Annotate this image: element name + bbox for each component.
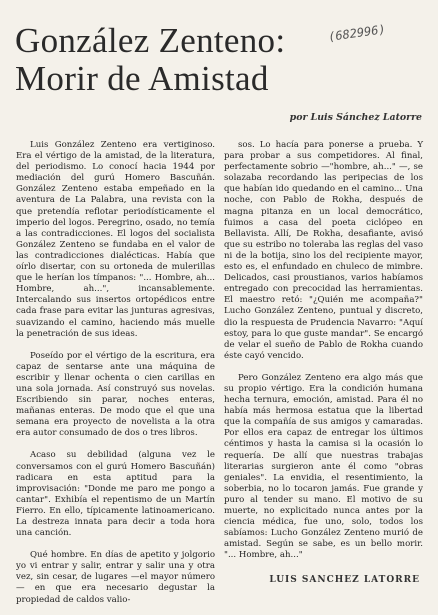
handwritten-catalog-number: (682996)	[327, 22, 387, 44]
title-line-1: González Zenteno:	[15, 21, 286, 60]
paragraph: Qué hombre. En días de apetito y jolgorio yo vi entrar y salir, entrar y salir una y otra vez, sin cesar, de lugares —el mayor número— en que era necesario degustar la propiedad de caldos valio-	[16, 550, 215, 605]
article-title	[15, 22, 285, 98]
paragraph: Acaso su debilidad (alguna vez le conversamos con el gurú Homero Bascuñán) radicara en esta aptitud para la improvisación: "Donde me paro me pongo a cantar". Exhibía el repentismo de un Martín Fierro. En ello, típicamente latinoamericano. La destreza innata para decir a toda hora una canción.	[16, 450, 215, 539]
paragraph: Luis González Zenteno era vertiginoso. Era el vértigo de la amistad, de la literatura, del periodismo. Lo conocí hacia 1944 por mediación del gurú Homero Bascuñán. González Zenteno estaba empeñado en la aventura de La Palabra, una revista con la que pretendía reflotar periodísticamente el imperio del logos. Peregrino, osado, no temía a las contradicciones. El logos del socialista González Zenteno se fundaba en el valor de las contradicciones dialécticas. Había que oírlo disertar, con su ortoneda de mulerillas que le herían los tímpanos: "... Hombre, ah... Hombre, ah...", incansablemente. Intercalando sus insertos ortopédicos entre cada frase para evitar las junturas agresivas, suavizando el camino, haciendo más muelle la penetración de sus ideas.	[16, 140, 215, 339]
right-column	[224, 140, 423, 572]
left-column	[16, 140, 215, 615]
author-signature: LUIS SANCHEZ LATORRE	[269, 575, 420, 585]
paragraph: Poseído por el vértigo de la escritura, era capaz de sentarse ante una máquina de escribir y llenar ochenta o cien carillas en una sola jornada. Así construyó sus novelas. Escribiendo sin parar, noches enteras, mañanas enteras. De modo que el que una semana era proyecto de novelista a la otra era autor consumado de dos o tres libros.	[16, 350, 215, 439]
byline: por Luis Sánchez Latorre	[289, 112, 422, 123]
title-line-2: Morir de Amistad	[15, 59, 269, 98]
paragraph: sos. Lo hacía para ponerse a prueba. Y para probar a sus competidores. Al final, perfectamente sobrio —"hombre, ah..." —, se solazaba recordando las peripecias de los que habían ido quedando en el camino... Una noche, con Pablo de Rokha, después de magna pitanza en un local democrático, fuimos a casa del poeta ciclópeo en Bellavista. Allí, De Rokha, desafiante, avisó que su estribo no toleraba las reglas del vaso ni de la botija, sino los del recipiente mayor, esto es, el enfundado en chuleco de mimbre. Delicados, casi proustianos, varios habíamos entregado con precocidad las herramientas. El maestro retó: "¿Quién me acompaña?" Lucho González Zenteno, puntual y discreto, dio la respuesta de Prudencia Navarro: "Aquí estoy, para lo que guste mandar". Se encargó de velar el sueño de Pablo de Rokha cuando éste cayó vencido.	[224, 140, 423, 361]
paragraph: Pero González Zenteno era algo más que su propio vértigo. Era la condición humana hecha ternura, emoción, amistad. Para él no había más hermosa estatua que la libertad que la compañía de sus amigos y camaradas. Por ellos era capaz de entregar los últimos céntimos y hasta la camisa si la ocasión lo requería. De allí que nuestras trabajas literarias surgieron ante él como "obras geniales". La envidia, el resentimiento, la soberbia, no lo tocaron jamás. Fue grande y puro al tender su mano. El motivo de su muerte, no explicitado nunca antes por la ciencia médica, fue uno, solo, todos los sabíamos: Lucho González Zenteno murió de amistad. Según se sabe, es un bello morir. "... Hombre, ah..."	[224, 372, 423, 561]
